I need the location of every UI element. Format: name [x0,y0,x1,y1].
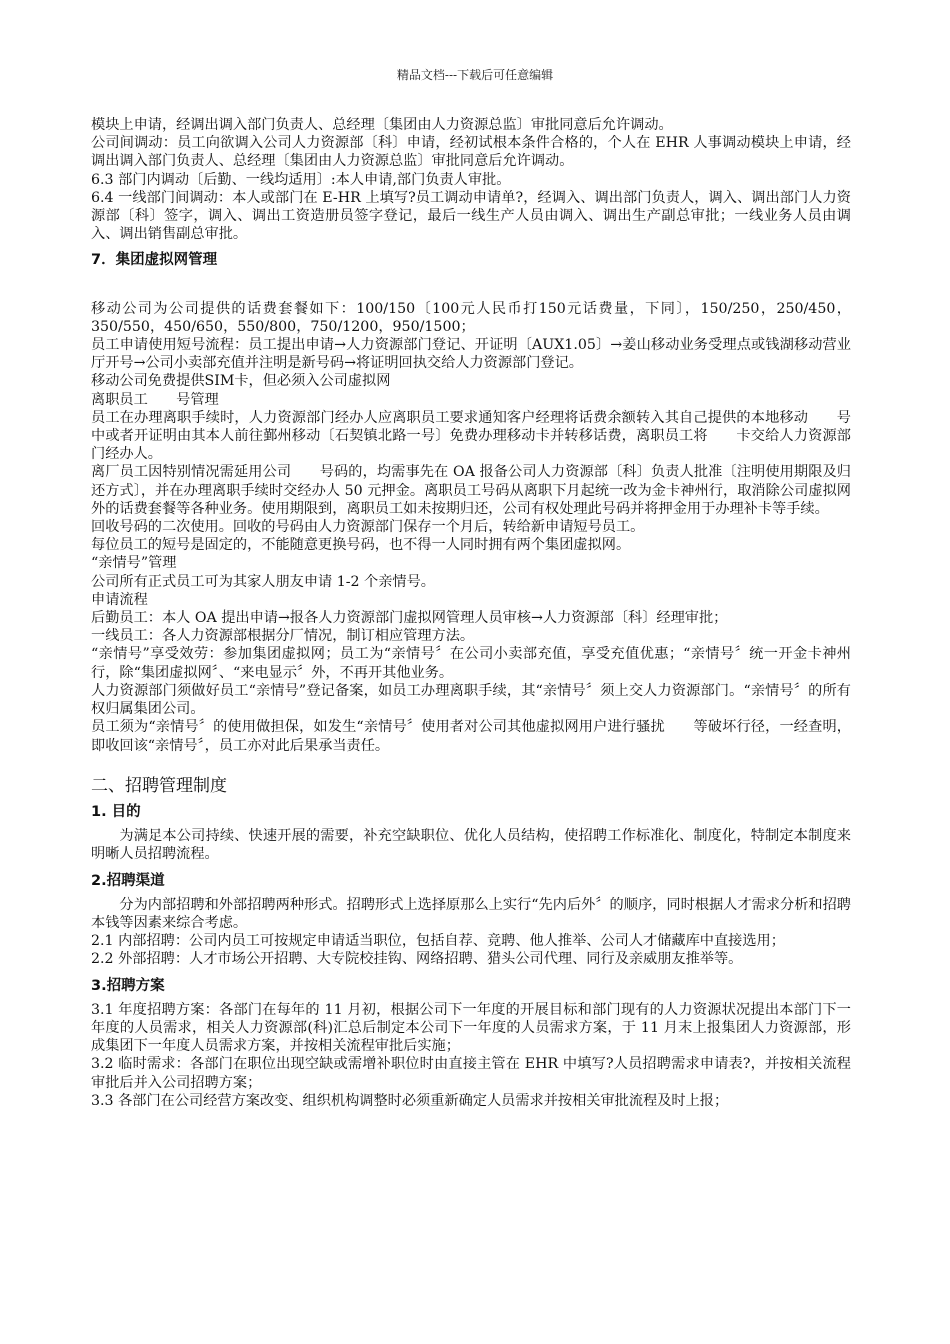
paragraph: 员工在办理离职手续时，人力资源部门经办人应离职员工要求通知客户经理将话费余额转入其自己提供的本地移动 号中或者开证明由其本人前往鄞州移动〔石契镇北路一号〕免费办理移动卡并转移话费，离职员工将 卡交给人力资源部门经办人。 [91,409,851,463]
paragraph: 离职员工 号管理 [91,391,219,408]
paragraph: 6.3 部门内调动〔后勤、一线均适用〕:本人申请,部门负责人审批。 [91,171,511,188]
paragraph: 2.2 外部招聘：人才市场公开招聘、大专院校挂钩、网络招聘、猎头公司代理、同行及亲威朋友推举等。 [91,951,743,968]
paragraph: 申请流程 [91,591,148,608]
paragraph: 一线员工：各人力资源部根据分厂情况，制订相应管理方法。 [91,628,475,645]
paragraph: 人力资源部门须做好员工“亲情号”登记备案，如员工办理离职手续，其“亲情号〞须上交人力资源部门。“亲情号〞的所有权归属集团公司。 [91,682,851,718]
paragraph: 员工须为“亲情号〞的使用做担保，如发生“亲情号〞使用者对公司其他虚拟网用户进行骚扰 等破坏行径，一经查明，即收回该“亲情号〞，员工亦对此后果承当责任。 [91,719,851,754]
page-header: 精品文档---下载后可任意编辑 [396,68,554,82]
paragraph: 3.2 临时需求：各部门在职位出现空缺或需增补职位时由直接主管在 EHR 中填写?人员招聘需求申请表?，并按相关流程审批后并入公司招聘方案； [91,1056,851,1091]
paragraph: 模块上申请，经调出调入部门负责人、总经理〔集团由人力资源总监〕审批同意后允许调动。 [91,117,673,133]
section-heading: 3.招聘方案 [91,977,165,994]
paragraph: 移动公司免费提供SIM卡，但必须入公司虚拟网 [91,373,391,390]
paragraph: 3.3 各部门在公司经营方案改变、组织机构调整时必须重新确定人员需求并按相关审批流程及时上报； [91,1092,729,1109]
paragraph: 6.4 一线部门间调动：本人或部门在 E-HR 上填写?员工调动申请单?，经调入、调出部门负责人，调入、调出部门人力资源部〔科〕签字，调入、调出工资造册员签字登记，最后一线生产人员由调入、调出生产副总审批；一线业务人员由调入、调出销售副总审批。 [91,189,851,243]
paragraph: 每位员工的短号是固定的，不能随意更换号码，也不得一人同时拥有两个集团虚拟网。 [91,537,631,554]
section-heading: 2.招聘渠道 [91,872,165,889]
paragraph: 离厂员工因特别情况需延用公司 号码的，均需事先在 OA 报备公司人力资源部〔科〕负责人批准〔注明使用期限及归还方式〕，并在办理离职手续时交经办人 50 元押金。离职员工号码从离职下月起统一改为金卡神州行，取消除公司虚拟网外的话费套餐等各种业务。使用期限到，离职员工如未按期归还，公司有权处理此号码并将押金用于办理补卡等手续。 [91,464,851,517]
paragraph: 员工申请使用短号流程：员工提出申请→人力资源部门登记、开证明〔AUX1.05〕→姜山移动业务受理点或钱湖移动营业厅开号→公司小卖部充值并注明是新号码→将证明回执交给人力资源部门登记。 [91,337,851,372]
paragraph: 3.1 年度招聘方案：各部门在每年的 11 月初，根据公司下一年度的开展目标和部门现有的人力资源状况提出本部门下一年度的人员需求，相关人力资源部(科)汇总后制定本公司下一年度的人员需求方案，于 11 月末上报集团人力资源部，形成集团下一年度人员需求方案，并按相关流程审批后实施； [91,1001,851,1055]
paragraph: 2.1 内部招聘：公司内员工可按规定申请适当职位，包括自荐、竞聘、他人推举、公司人才储藏库中直接选用； [91,933,785,950]
paragraph: 后勤员工：本人 OA 提出申请→报各人力资源部门虚拟网管理人员审核→人力资源部〔科〕经理审批； [91,610,728,627]
paragraph: 公司间调动：员工向欲调入公司人力资源部〔科〕申请，经初试根本条件合格的，个人在 EHR 人事调动模块上申请，经调出调入部门负责人、总经理〔集团由人力资源总监〕审批同意后允许调动。 [91,135,851,170]
paragraph: 移动公司为公司提供的话费套餐如下：100/150〔100元人民币打150元话费量，下同〕，150/250，250/450，350/550，450/650，550/800，750/1200，950/1500； [91,300,851,335]
spacer [91,276,851,300]
document-body [91,116,851,1110]
section-heading: 1. 目的 [91,803,141,820]
chapter-heading: 二、招聘管理制度 [91,775,227,796]
paragraph: 分为内部招聘和外部招聘两种形式。招聘形式上选择原那么上实行“先内后外〞的顺序，同时根据人才需求分析和招聘本钱等因素来综合考虑。 [91,896,851,931]
paragraph: 回收号码的二次使用。回收的号码由人力资源部门保存一个月后，转给新申请短号员工。 [91,519,645,536]
section-heading: 7．集团虚拟网管理 [91,252,218,269]
paragraph: 为满足本公司持续、快速开展的需要，补充空缺职位、优化人员结构，使招聘工作标准化、制度化，特制定本制度来明晰人员招聘流程。 [91,828,851,863]
paragraph: “亲情号”享受效劳：参加集团虚拟网；员工为“亲情号〞在公司小卖部充值，享受充值优惠；“亲情号〞统一开金卡神州行，除“集团虚拟网〞、“来电显示〞外，不再开其他业务。 [91,646,851,681]
paragraph: “亲情号”管理 [91,555,177,572]
paragraph: 公司所有正式员工可为其家人朋友申请 1-2 个亲情号。 [91,573,435,590]
